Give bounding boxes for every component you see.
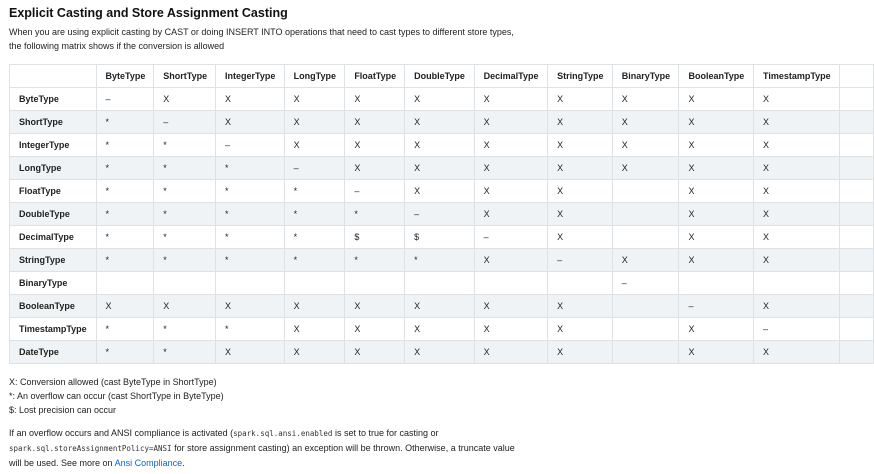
table-cell: X [612,134,679,157]
table-cell [753,272,840,295]
table-cell: X [679,88,754,111]
table-header-row [10,65,874,88]
table-cell: X [216,295,285,318]
table-cell: X [753,134,840,157]
table-cell [612,295,679,318]
table-cell: X [474,111,548,134]
table-cell-overflow [840,341,874,364]
table-cell: * [96,203,154,226]
table-cell: X [345,318,405,341]
table-cell-overflow [840,272,874,295]
table-cell: $ [405,226,475,249]
table-cell [612,203,679,226]
table-row [10,272,874,295]
column-header: ByteType [96,65,154,88]
column-header: StringType [548,65,613,88]
table-cell: * [284,226,345,249]
table-cell: X [405,134,475,157]
table-cell: X [548,295,613,318]
table-cell: X [753,295,840,318]
table-cell: X [753,341,840,364]
row-header: BooleanType [10,295,97,318]
table-cell: X [753,249,840,272]
table-cell: * [96,180,154,203]
table-cell: – [548,249,613,272]
table-row [10,295,874,318]
table-cell: X [753,203,840,226]
casting-matrix-table [9,64,874,364]
table-cell: X [216,341,285,364]
table-cell-overflow [840,318,874,341]
table-cell-overflow [840,226,874,249]
table-cell [612,180,679,203]
table-cell: – [474,226,548,249]
note-text-1: If an overflow occurs and ANSI compliance is activated ( [9,428,234,438]
table-cell: * [96,249,154,272]
table-row [10,157,874,180]
table-cell: X [679,249,754,272]
table-cell: * [405,249,475,272]
table-cell: * [284,249,345,272]
table-cell: X [548,111,613,134]
table-cell: X [345,111,405,134]
table-cell-overflow [840,249,874,272]
table-cell: X [154,88,216,111]
column-header: FloatType [345,65,405,88]
row-header: TimestampType [10,318,97,341]
table-cell: – [753,318,840,341]
table-cell: X [548,203,613,226]
table-cell: * [96,226,154,249]
table-cell: * [216,249,285,272]
table-cell: X [405,111,475,134]
table-cell: * [345,203,405,226]
row-header: IntegerType [10,134,97,157]
table-cell: X [612,88,679,111]
table-cell [612,226,679,249]
table-cell: X [679,111,754,134]
table-row [10,318,874,341]
table-cell: * [154,249,216,272]
table-cell: X [405,318,475,341]
table-cell [474,272,548,295]
table-row [10,203,874,226]
table-cell: X [284,295,345,318]
table-cell: X [548,88,613,111]
table-cell: X [474,295,548,318]
table-cell: X [345,295,405,318]
table-cell: – [679,295,754,318]
table-cell: X [548,157,613,180]
table-cell-overflow [840,134,874,157]
table-cell: X [474,180,548,203]
table-cell: X [345,341,405,364]
table-cell: X [753,226,840,249]
table-cell: X [474,134,548,157]
row-header: ByteType [10,88,97,111]
table-cell: X [154,295,216,318]
table-row [10,180,874,203]
table-cell: X [679,180,754,203]
legend [9,375,224,417]
legend-item-precision: $: Lost precision can occur [9,405,117,415]
table-cell: X [284,341,345,364]
table-cell [612,341,679,364]
column-header: BinaryType [612,65,679,88]
table-cell: X [345,134,405,157]
table-cell: X [345,88,405,111]
column-header: LongType [284,65,345,88]
table-row [10,249,874,272]
table-cell: X [679,134,754,157]
row-header: DateType [10,341,97,364]
table-row [10,226,874,249]
column-header: DecimalType [474,65,548,88]
table-cell: X [679,157,754,180]
table-cell [612,318,679,341]
row-header: BinaryType [10,272,97,295]
table-cell [216,272,285,295]
column-header: IntegerType [216,65,285,88]
ansi-note [9,426,524,470]
table-cell [96,272,154,295]
store-assignment-policy-code: spark.sql.storeAssignmentPolicy=ANSI [9,444,172,453]
table-cell-overflow [840,180,874,203]
table-cell: * [345,249,405,272]
table-cell: X [679,341,754,364]
table-cell: X [753,88,840,111]
table-cell [405,272,475,295]
table-cell: – [405,203,475,226]
row-header: FloatType [10,180,97,203]
note-text-2: is set to true for casting or [332,428,439,438]
table-cell: * [96,134,154,157]
table-body [10,88,874,364]
table-cell: X [474,88,548,111]
table-cell [345,272,405,295]
table-cell: X [612,157,679,180]
table-cell: * [216,203,285,226]
table-cell-overflow [840,157,874,180]
table-cell: * [216,157,285,180]
note-text-3: for store assignment casting) an exception will be thrown. Otherwise, a truncate value will be used. See more on [9,443,515,468]
table-cell: * [154,134,216,157]
table-cell: X [345,157,405,180]
table-cell: X [96,295,154,318]
table-cell: X [284,88,345,111]
table-cell: * [154,226,216,249]
table-cell: * [216,318,285,341]
table-cell [679,272,754,295]
table-cell: X [548,180,613,203]
table-cell [284,272,345,295]
table-cell: * [216,226,285,249]
row-header: DecimalType [10,226,97,249]
column-header [840,65,874,88]
row-header: LongType [10,157,97,180]
table-cell: X [405,341,475,364]
table-cell: X [284,111,345,134]
table-cell-overflow [840,111,874,134]
table-cell: X [474,203,548,226]
table-cell: * [284,203,345,226]
table-cell [154,272,216,295]
table-cell: * [96,318,154,341]
column-header: DoubleType [405,65,475,88]
table-cell: X [679,226,754,249]
ansi-compliance-link[interactable]: Ansi Compliance [114,458,183,468]
table-cell: – [154,111,216,134]
table-cell: $ [345,226,405,249]
table-cell-overflow [840,203,874,226]
table-cell: – [216,134,285,157]
table-cell: – [96,88,154,111]
intro-paragraph: When you are using explicit casting by CAST or doing INSERT INTO operations that need to cast types to different store types, the following matrix shows if the conversion is allowed [9,27,514,51]
table-cell: X [405,157,475,180]
table-cell: X [405,180,475,203]
table-cell: X [474,249,548,272]
table-cell: * [154,157,216,180]
table-cell: X [474,318,548,341]
table-cell-overflow [840,295,874,318]
table-cell: * [284,180,345,203]
table-cell: – [612,272,679,295]
table-cell: X [612,249,679,272]
table-cell: * [96,341,154,364]
table-cell: X [216,88,285,111]
table-cell: X [753,157,840,180]
table-cell: * [216,180,285,203]
row-header: DoubleType [10,203,97,226]
table-cell: X [284,134,345,157]
table-cell: * [154,318,216,341]
table-cell: X [405,295,475,318]
table-cell: * [154,341,216,364]
table-cell: – [284,157,345,180]
section-title: Explicit Casting and Store Assignment Casting [9,6,288,20]
table-cell: X [548,134,613,157]
column-header: ShortType [154,65,216,88]
table-row [10,341,874,364]
table-cell: X [753,111,840,134]
table-cell: X [679,203,754,226]
table-cell: X [474,341,548,364]
table-cell-overflow [840,88,874,111]
table-cell: X [548,226,613,249]
table-cell: – [345,180,405,203]
table-cell: X [284,318,345,341]
table-row [10,88,874,111]
table-cell: * [96,157,154,180]
table-cell: X [474,157,548,180]
table-cell: X [679,318,754,341]
legend-item-overflow: *: An overflow can occur (cast ShortType in ByteType) [9,391,224,401]
ansi-enabled-code: spark.sql.ansi.enabled [233,429,333,438]
table-cell: X [548,341,613,364]
legend-item-allowed: X: Conversion allowed (cast ByteType in ShortType) [9,377,217,387]
table-cell: * [154,203,216,226]
row-header: ShortType [10,111,97,134]
table-row [10,111,874,134]
row-header: StringType [10,249,97,272]
corner-header-cell [10,65,97,88]
table-cell: X [548,318,613,341]
column-header: TimestampType [753,65,840,88]
table-cell: X [216,111,285,134]
table-cell: * [154,180,216,203]
table-cell: X [753,180,840,203]
table-cell: * [96,111,154,134]
table-cell: X [405,88,475,111]
note-text-4: . [182,458,185,468]
column-header: BooleanType [679,65,754,88]
table-cell [548,272,613,295]
table-row [10,134,874,157]
casting-matrix-container[interactable] [9,64,874,365]
table-cell: X [612,111,679,134]
